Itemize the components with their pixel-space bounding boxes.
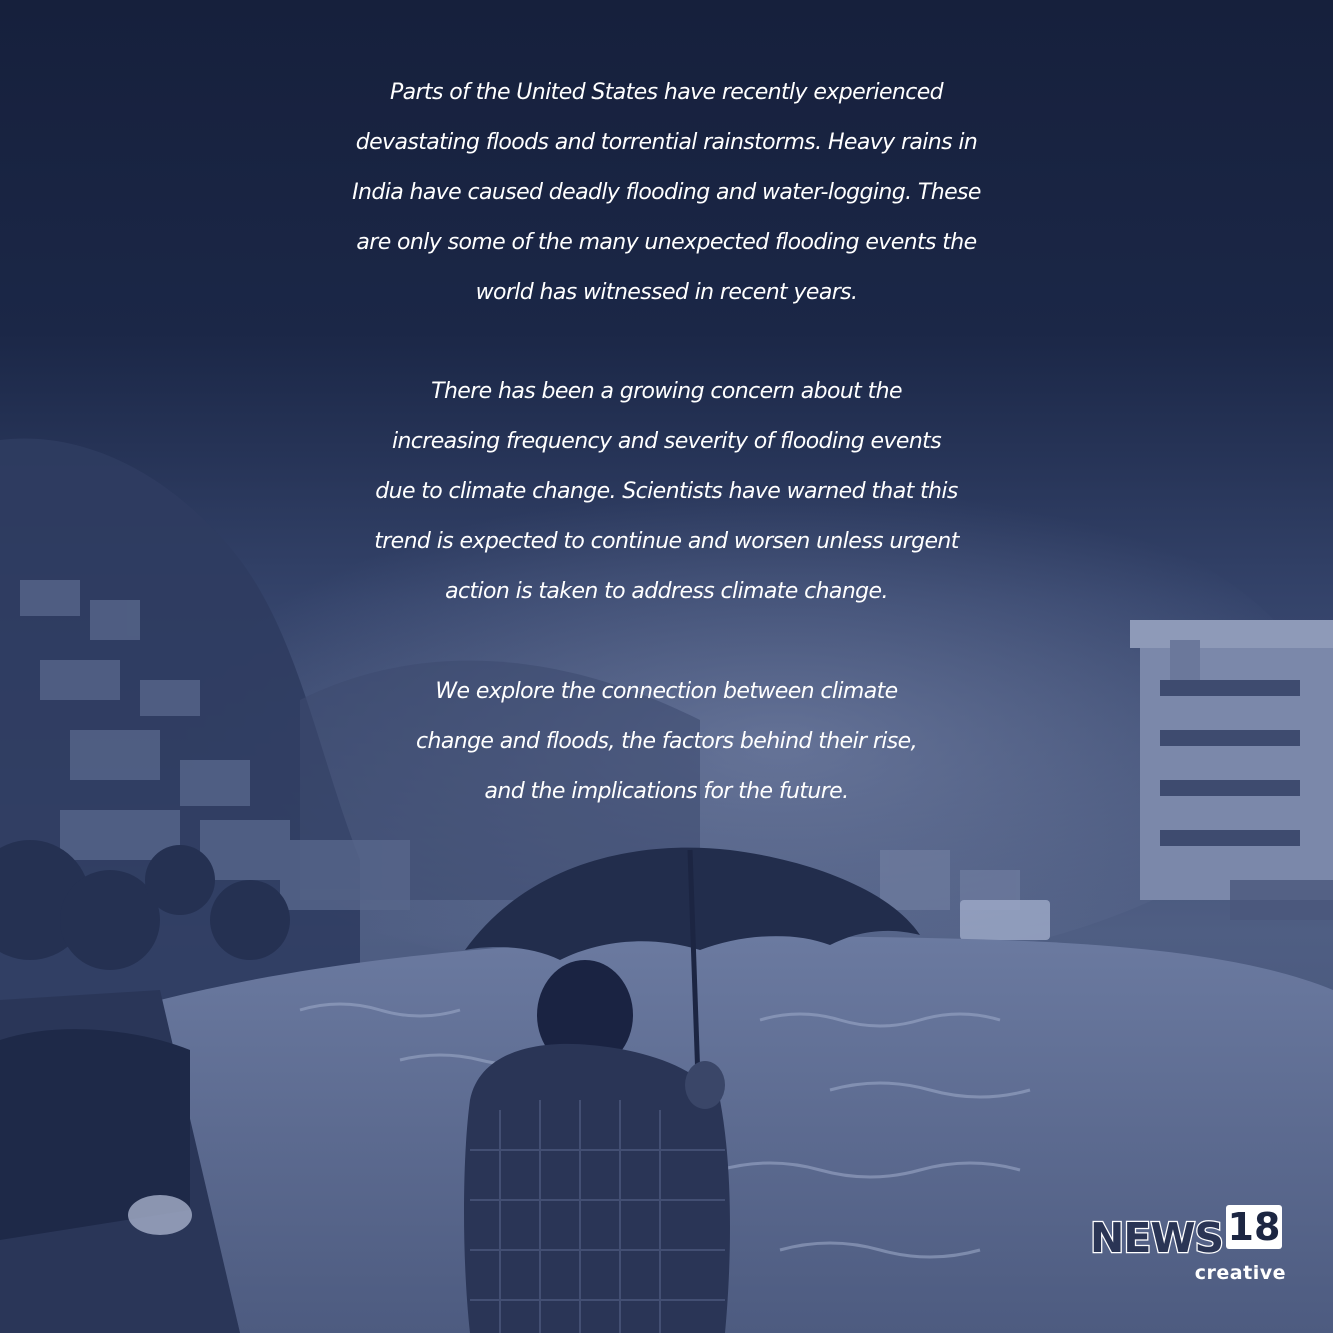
text-line: due to climate change. Scientists have warned that this [375,479,958,504]
text-line: and the implications for the future. [484,779,849,804]
text-line: change and floods, the factors behind their rise, [416,729,917,754]
explore-paragraph [0,667,1333,817]
news18-creative-logo [1086,1198,1286,1288]
intro-paragraph [0,68,1333,318]
concern-paragraph [0,367,1333,617]
debris-bucket [128,1195,192,1235]
logo-number-badge: 18 [1227,1205,1281,1249]
text-line: trend is expected to continue and worsen unless urgent [374,529,959,554]
text-line: devastating floods and torrential rainstorms. Heavy rains in [355,130,978,155]
text-line: India have caused deadly flooding and water-logging. These [352,180,981,205]
text-line: world has witnessed in recent years. [475,280,858,305]
logo-tagline: creative [1194,1262,1286,1284]
text-line: action is taken to address climate change. [445,579,888,604]
text-line: There has been a growing concern about the [431,379,902,404]
text-line: We explore the connection between climate [435,679,898,704]
text-line: are only some of the many unexpected flooding events the [356,230,977,255]
text-line: Parts of the United States have recently experienced [389,80,944,105]
text-line: increasing frequency and severity of flooding events [391,429,942,454]
bus [960,900,1050,940]
person-hand [685,1061,725,1109]
logo-wordmark: NEWS [1090,1214,1224,1262]
